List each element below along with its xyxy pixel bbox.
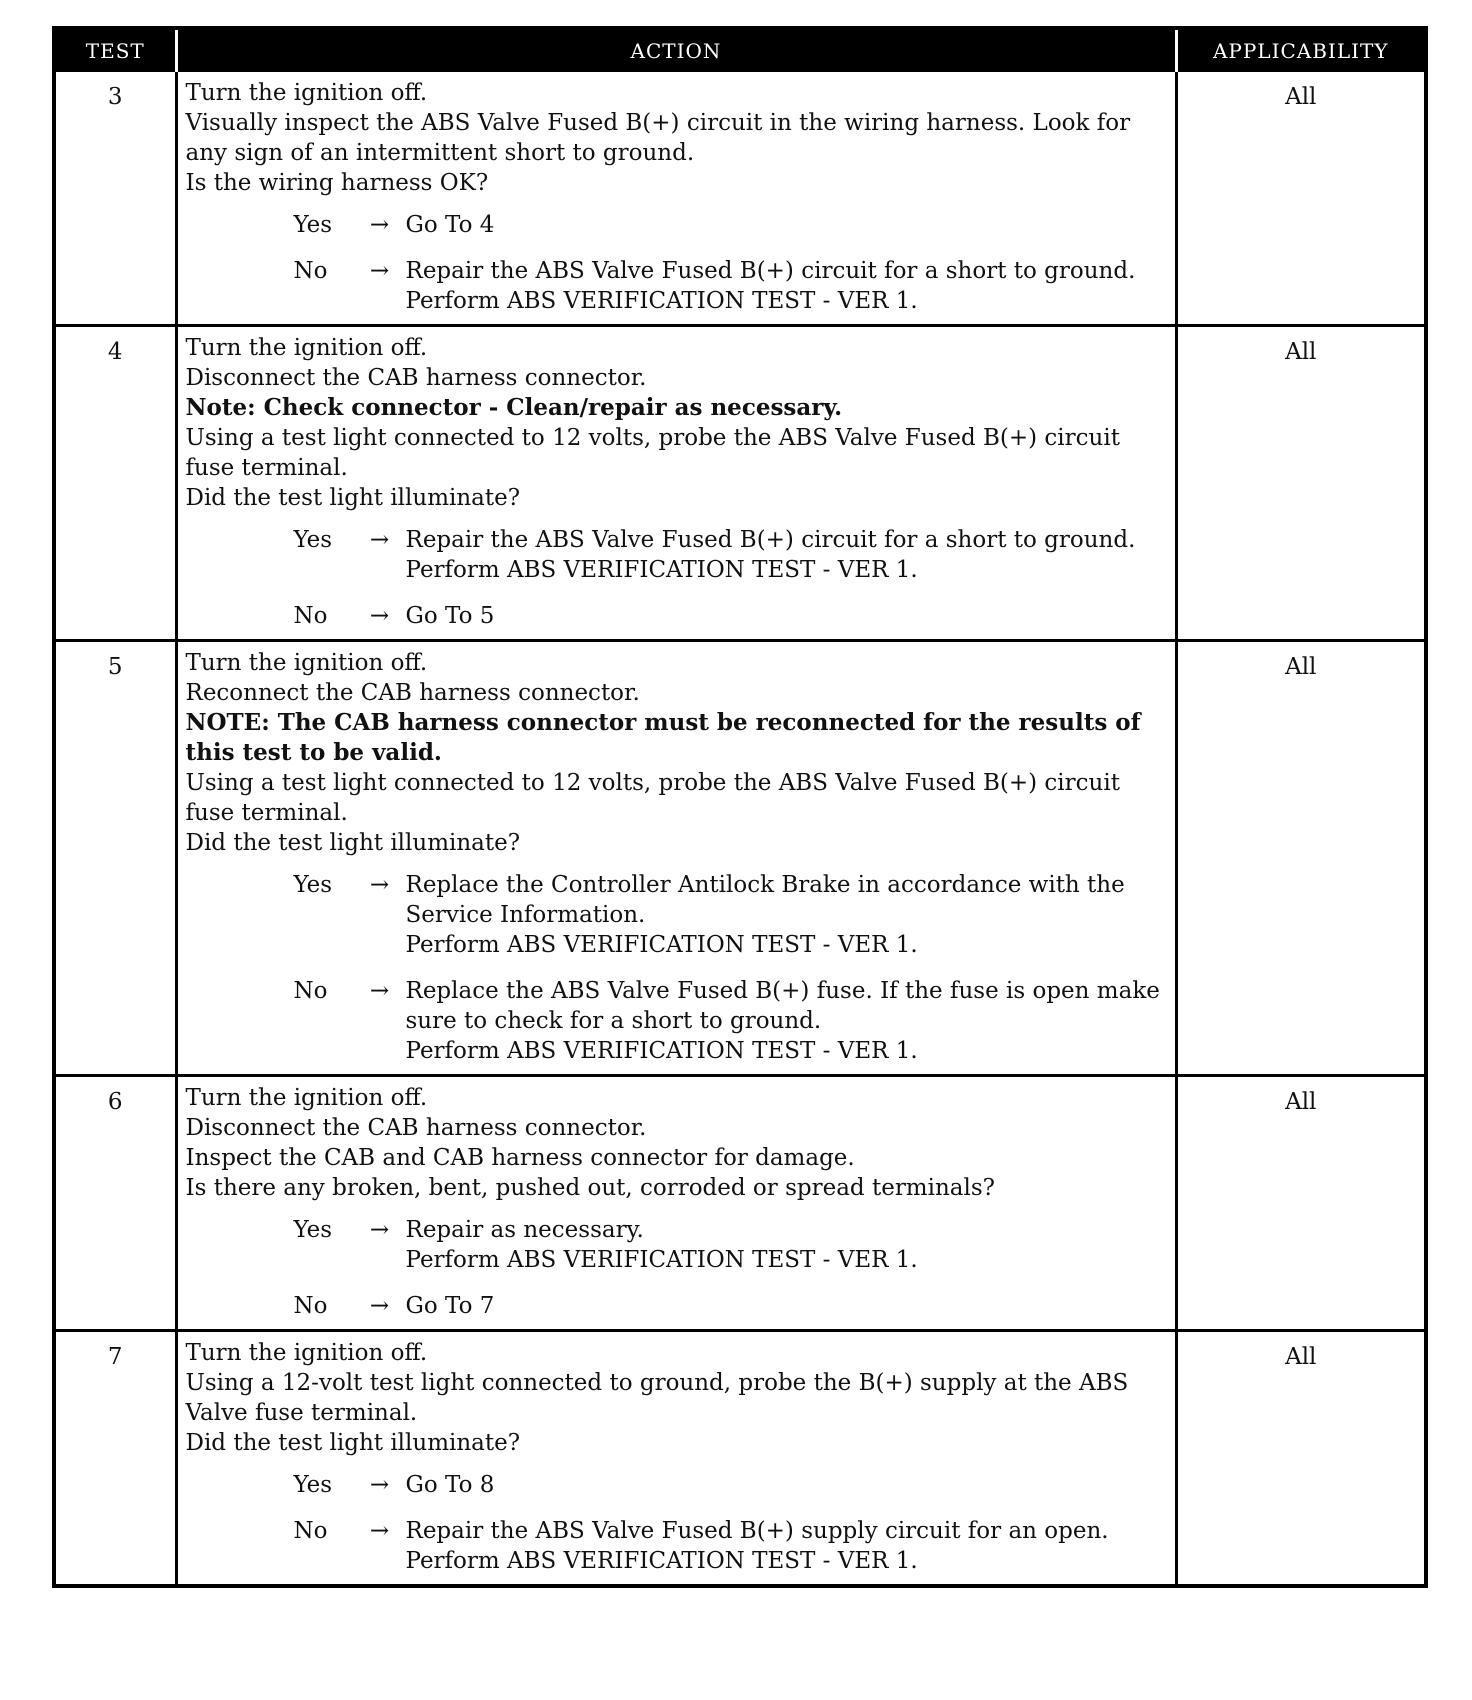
result-label: Yes (293, 527, 333, 553)
result-line: Go To 7 (405, 1293, 495, 1319)
arrow-right-icon: → (369, 1217, 390, 1243)
result-text (406, 1215, 1167, 1275)
step-text: Is there any broken, bent, pushed out, corroded or spread terminals? (185, 1175, 995, 1201)
result-text (406, 1470, 1167, 1500)
results-block (186, 210, 1167, 316)
result-line: Repair the ABS Valve Fused B(+) circuit for a short to ground. (405, 258, 1136, 284)
result-line: Perform ABS VERIFICATION TEST - VER 1. (405, 1038, 918, 1064)
result-line: Go To 5 (405, 603, 495, 629)
arrow-right-icon: → (369, 978, 390, 1004)
result-line: Perform ABS VERIFICATION TEST - VER 1. (405, 1247, 918, 1273)
result-line: Perform ABS VERIFICATION TEST - VER 1. (405, 288, 918, 314)
result-line: Repair as necessary. (405, 1217, 644, 1243)
note-text: NOTE: The CAB harness connector must be reconnected for the results of this test to be valid. (185, 709, 1141, 766)
action-cell (176, 1331, 1176, 1587)
result-text (406, 976, 1167, 1066)
table-row (54, 641, 1426, 1076)
arrow-right-icon: → (369, 1472, 390, 1498)
result-no (294, 1291, 1167, 1321)
test-number: 7 (54, 1331, 176, 1587)
arrow-right-icon: → (369, 603, 390, 629)
applicability-value: All (1285, 654, 1317, 680)
result-text (406, 1291, 1167, 1321)
step-text: Inspect the CAB and CAB harness connector for damage. (185, 1145, 855, 1171)
result-label: No (293, 258, 328, 284)
result-text (406, 601, 1167, 631)
result-yes (294, 1470, 1167, 1500)
step-text: Disconnect the CAB harness connector. (185, 1115, 647, 1141)
result-line: Perform ABS VERIFICATION TEST - VER 1. (405, 1548, 918, 1574)
step-text: Reconnect the CAB harness connector. (185, 680, 640, 706)
applicability-value: All (1285, 1344, 1317, 1370)
result-label: No (293, 1518, 328, 1544)
results-block (186, 525, 1167, 631)
header-action: ACTION (176, 28, 1176, 72)
result-yes (294, 525, 1167, 585)
arrow-right-icon: → (369, 1293, 390, 1319)
table-row (54, 1331, 1426, 1587)
step-text: Turn the ignition off. (185, 650, 428, 676)
step-text: Turn the ignition off. (185, 335, 428, 361)
result-text (406, 210, 1167, 240)
step-text: Did the test light illuminate? (185, 830, 521, 856)
result-line: Repair the ABS Valve Fused B(+) circuit for a short to ground. (405, 527, 1136, 553)
step-text: Turn the ignition off. (185, 80, 428, 106)
step-text: Using a test light connected to 12 volts, probe the ABS Valve Fused B(+) circuit fuse terminal. (185, 770, 1120, 826)
table-row (54, 1076, 1426, 1331)
applicability-value: All (1285, 84, 1317, 110)
step-text: Turn the ignition off. (185, 1340, 428, 1366)
result-label: Yes (293, 212, 333, 238)
test-number: 4 (54, 326, 176, 641)
test-number: 6 (54, 1076, 176, 1331)
applicability-value: All (1285, 1089, 1317, 1115)
result-label: No (293, 603, 328, 629)
table-body (54, 72, 1426, 1586)
arrow-right-icon: → (369, 872, 390, 898)
action-cell (176, 72, 1176, 326)
result-line: Replace the ABS Valve Fused B(+) fuse. If the fuse is open make sure to check for a short to ground. (405, 978, 1160, 1034)
result-yes (294, 210, 1167, 240)
step-text: Disconnect the CAB harness connector. (185, 365, 647, 391)
diagnostic-table (52, 26, 1428, 1588)
result-text (406, 870, 1167, 960)
table-row (54, 326, 1426, 641)
result-line: Perform ABS VERIFICATION TEST - VER 1. (405, 557, 918, 583)
step-text: Using a test light connected to 12 volts, probe the ABS Valve Fused B(+) circuit fuse terminal. (185, 425, 1120, 481)
arrow-right-icon: → (369, 1518, 390, 1544)
result-no (294, 976, 1167, 1066)
table-header-row (54, 28, 1426, 72)
step-text: Did the test light illuminate? (185, 485, 521, 511)
result-label: Yes (293, 1217, 333, 1243)
result-line: Go To 8 (405, 1472, 495, 1498)
result-no (294, 256, 1167, 316)
action-cell (176, 1076, 1176, 1331)
applicability-value: All (1285, 339, 1317, 365)
result-line: Go To 4 (405, 212, 495, 238)
result-label: Yes (293, 1472, 333, 1498)
note-text: Note: Check connector - Clean/repair as necessary. (185, 394, 843, 421)
result-text (406, 256, 1167, 316)
results-block (186, 1470, 1167, 1576)
results-block (186, 1215, 1167, 1321)
result-line: Perform ABS VERIFICATION TEST - VER 1. (405, 932, 918, 958)
result-label: No (293, 1293, 328, 1319)
arrow-right-icon: → (369, 258, 390, 284)
header-applicability: APPLICABILITY (1176, 28, 1426, 72)
test-number: 5 (54, 641, 176, 1076)
action-cell (176, 641, 1176, 1076)
result-label: No (293, 978, 328, 1004)
step-text: Turn the ignition off. (185, 1085, 428, 1111)
result-line: Replace the Controller Antilock Brake in accordance with the Service Information. (405, 872, 1125, 928)
step-text: Using a 12-volt test light connected to ground, probe the B(+) supply at the ABS Valve fuse terminal. (185, 1370, 1129, 1426)
result-yes (294, 1215, 1167, 1275)
result-no (294, 1516, 1167, 1576)
result-line: Repair the ABS Valve Fused B(+) supply circuit for an open. (405, 1518, 1109, 1544)
header-test: TEST (54, 28, 176, 72)
step-text: Did the test light illuminate? (185, 1430, 521, 1456)
test-number: 3 (54, 72, 176, 326)
arrow-right-icon: → (369, 212, 390, 238)
step-text: Visually inspect the ABS Valve Fused B(+) circuit in the wiring harness. Look for any sign of an intermittent short to ground. (185, 110, 1131, 166)
result-yes (294, 870, 1167, 960)
result-text (406, 1516, 1167, 1576)
action-cell (176, 326, 1176, 641)
arrow-right-icon: → (369, 527, 390, 553)
results-block (186, 870, 1167, 1066)
result-no (294, 601, 1167, 631)
result-text (406, 525, 1167, 585)
result-label: Yes (293, 872, 333, 898)
diagnostic-page (52, 26, 1424, 1588)
step-text: Is the wiring harness OK? (185, 170, 489, 196)
table-row (54, 72, 1426, 326)
